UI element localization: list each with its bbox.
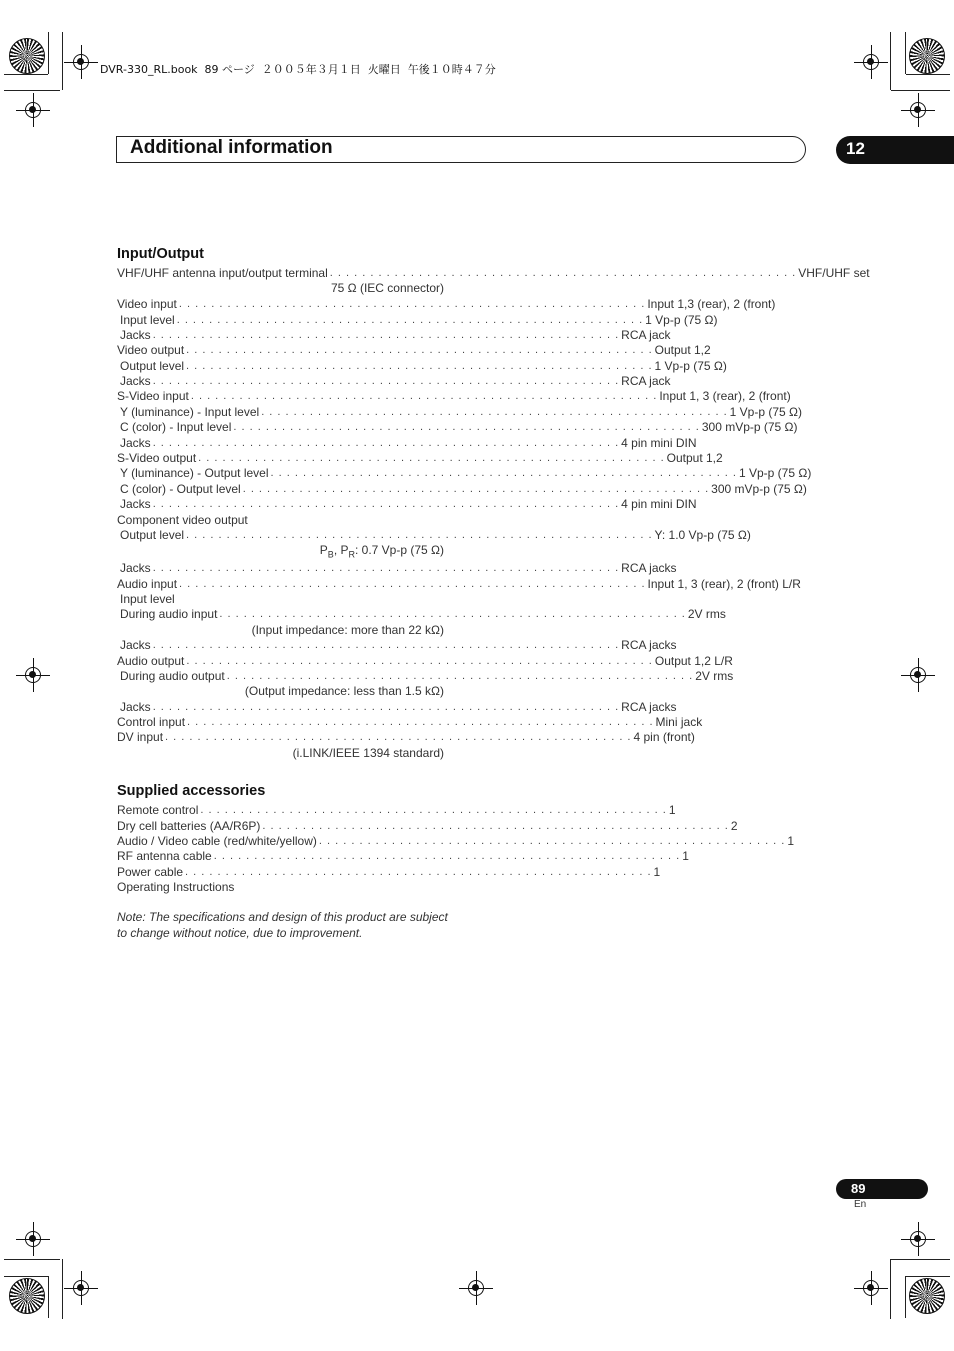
accessory-spec-row <box>117 849 689 864</box>
spec-label: Jacks <box>120 638 151 652</box>
io-spec-continuation: (Output impedance: less than 1.5 kΩ) <box>244 684 444 698</box>
registration-starburst-icon <box>909 1278 945 1314</box>
spec-value: Input 1, 3 (rear), 2 (front) <box>659 389 791 403</box>
crop-mark <box>891 90 950 91</box>
spec-label: C (color) - Output level <box>120 482 241 496</box>
io-spec-row <box>117 359 727 374</box>
spec-label: Control input <box>117 715 186 729</box>
crop-mark <box>4 74 48 75</box>
crop-mark <box>890 1259 891 1319</box>
accessory-spec-row <box>117 865 661 880</box>
crop-mark <box>4 1259 60 1260</box>
dot-leader: . . . . . . . . . . . . . . . . . . . . . . . . . . . . . . . . . . . . . . . . . . . . . . . . . . . . . . . . . . <box>152 498 620 510</box>
registration-crosshair-icon <box>468 1280 484 1296</box>
dot-leader: . . . . . . . . . . . . . . . . . . . . . . . . . . . . . . . . . . . . . . . . . . . . . . . . . . . . . . . . . . <box>200 804 667 816</box>
accessories-heading: Supplied accessories <box>117 783 266 799</box>
registration-crosshair-icon <box>910 667 926 683</box>
specifications-note: Note: The specifications and design of this product are subject to change without notice, due to improvement. <box>117 910 448 940</box>
dot-leader: . . . . . . . . . . . . . . . . . . . . . . . . . . . . . . . . . . . . . . . . . . . . . . . . . . . . . . . . . . <box>213 850 681 862</box>
crop-mark <box>905 32 906 74</box>
io-spec-row <box>117 420 798 435</box>
registration-crosshair-icon <box>73 1280 89 1296</box>
dot-leader: . . . . . . . . . . . . . . . . . . . . . . . . . . . . . . . . . . . . . . . . . . . . . . . . . . . . . . . . . . <box>242 483 710 495</box>
crop-mark <box>906 74 950 75</box>
spec-value: Output 1,2 <box>654 343 711 357</box>
spec-label: DV input <box>117 730 164 744</box>
registration-crosshair-icon <box>863 1280 879 1296</box>
io-spec-row <box>117 669 734 684</box>
dot-leader: . . . . . . . . . . . . . . . . . . . . . . . . . . . . . . . . . . . . . . . . . . . . . . . . . . . . . . . . . . <box>198 452 665 464</box>
io-spec-row <box>117 482 807 497</box>
io-spec-row <box>117 374 671 389</box>
spec-value: Output 1,2 L/R <box>654 654 733 668</box>
spec-value: 1 <box>682 849 689 863</box>
io-spec-row <box>117 638 677 653</box>
io-spec-continuation: $P_B$, $P_R$: 0.7 Vp-p (75 Ω) <box>319 543 444 560</box>
registration-crosshair-icon <box>910 1231 926 1247</box>
dot-leader: . . . . . . . . . . . . . . . . . . . . . . . . . . . . . . . . . . . . . . . . . . . . . . . . . . . . . . . . . . <box>270 467 737 479</box>
spec-label: Audio output <box>117 654 185 668</box>
io-spec-row <box>117 389 791 404</box>
dot-leader: . . . . . . . . . . . . . . . . . . . . . . . . . . . . . . . . . . . . . . . . . . . . . . . . . . . . . . . . . . <box>186 529 653 541</box>
spec-label: Jacks <box>120 561 151 575</box>
spec-value: RCA jacks <box>621 700 677 714</box>
spec-value: 300 mVp-p (75 Ω) <box>701 420 798 434</box>
spec-label: S-Video input <box>117 389 189 403</box>
crop-mark <box>48 1276 49 1318</box>
spec-value: RCA jack <box>621 328 671 342</box>
spec-label: Audio input <box>117 577 178 591</box>
spec-label: Remote control <box>117 803 199 817</box>
io-spec-row <box>117 405 802 420</box>
dot-leader: . . . . . . . . . . . . . . . . . . . . . . . . . . . . . . . . . . . . . . . . . . . . . . . . . . . . . . . . . . <box>187 716 654 728</box>
io-spec-row <box>117 654 733 669</box>
crop-mark <box>62 32 63 90</box>
registration-starburst-icon <box>9 1278 45 1314</box>
io-spec-row <box>117 436 697 451</box>
registration-crosshair-icon <box>25 102 41 118</box>
io-spec-row <box>117 451 723 466</box>
accessory-spec-row <box>117 819 738 834</box>
io-spec-continuation: (i.LINK/IEEE 1394 standard) <box>292 746 444 760</box>
io-spec-row <box>117 715 703 730</box>
dot-leader: . . . . . . . . . . . . . . . . . . . . . . . . . . . . . . . . . . . . . . . . . . . . . . . . . . . . . . . . . . <box>152 437 620 449</box>
dot-leader: . . . . . . . . . . . . . . . . . . . . . . . . . . . . . . . . . . . . . . . . . . . . . . . . . . . . . . . . . . <box>185 866 652 878</box>
crop-mark <box>62 1259 63 1319</box>
page-number: 89 <box>851 1181 866 1196</box>
io-spec-continuation: (Input impedance: more than 22 kΩ) <box>251 623 444 637</box>
spec-value: 4 pin mini DIN <box>621 436 697 450</box>
print-job-info: DVR-330_RL.book 89 ページ ２００５年３月１日 火曜日 午後１０時４７分 <box>100 63 496 76</box>
spec-value: 1 Vp-p (75 Ω) <box>654 359 727 373</box>
spec-label: Output level <box>120 528 185 542</box>
dot-leader: . . . . . . . . . . . . . . . . . . . . . . . . . . . . . . . . . . . . . . . . . . . . . . . . . . . . . . . . . . <box>262 820 729 832</box>
spec-value: 4 pin mini DIN <box>621 497 697 511</box>
dot-leader: . . . . . . . . . . . . . . . . . . . . . . . . . . . . . . . . . . . . . . . . . . . . . . . . . . . . . . . . . . <box>186 655 653 667</box>
io-spec-row <box>117 297 776 312</box>
io-spec-text: Input level <box>120 592 175 606</box>
spec-value: RCA jacks <box>621 561 677 575</box>
crop-mark <box>4 90 60 91</box>
spec-value: 2 <box>730 819 738 833</box>
spec-value: Y: 1.0 Vp-p (75 Ω) <box>654 528 751 542</box>
spec-label: During audio output <box>120 669 225 683</box>
io-spec-text: Component video output <box>117 513 248 527</box>
registration-starburst-icon <box>9 38 45 74</box>
io-spec-row <box>117 266 870 281</box>
accessory-spec-row <box>117 803 676 818</box>
crop-mark <box>48 32 49 74</box>
dot-leader: . . . . . . . . . . . . . . . . . . . . . . . . . . . . . . . . . . . . . . . . . . . . . . . . . . . . . . . . . . <box>152 701 620 713</box>
spec-label: During audio input <box>120 607 218 621</box>
input-output-heading: Input/Output <box>117 246 204 262</box>
crop-mark <box>4 1276 48 1277</box>
dot-leader: . . . . . . . . . . . . . . . . . . . . . . . . . . . . . . . . . . . . . . . . . . . . . . . . . . . . . . . . . . <box>178 298 646 310</box>
language-code: En <box>854 1199 867 1210</box>
dot-leader: . . . . . . . . . . . . . . . . . . . . . . . . . . . . . . . . . . . . . . . . . . . . . . . . . . . . . . . . . . <box>176 314 644 326</box>
crop-mark <box>905 1276 906 1318</box>
io-spec-row <box>117 497 697 512</box>
spec-label: Jacks <box>120 436 151 450</box>
dot-leader: . . . . . . . . . . . . . . . . . . . . . . . . . . . . . . . . . . . . . . . . . . . . . . . . . . . . . . . . . . <box>152 562 620 574</box>
spec-value: Output 1,2 <box>666 451 723 465</box>
spec-value: Input 1,3 (rear), 2 (front) <box>647 297 776 311</box>
spec-label: Dry cell batteries (AA/R6P) <box>117 819 261 833</box>
spec-value: 2V rms <box>687 607 726 621</box>
io-spec-row <box>117 313 718 328</box>
crop-mark <box>906 1276 950 1277</box>
spec-value: 300 mVp-p (75 Ω) <box>711 482 807 496</box>
spec-label: Jacks <box>120 374 151 388</box>
spec-label: Input level <box>120 313 175 327</box>
page-number-tab <box>836 1179 928 1199</box>
dot-leader: . . . . . . . . . . . . . . . . . . . . . . . . . . . . . . . . . . . . . . . . . . . . . . . . . . . . . . . . . . <box>219 608 686 620</box>
chapter-title: Additional information <box>130 137 333 158</box>
dot-leader: . . . . . . . . . . . . . . . . . . . . . . . . . . . . . . . . . . . . . . . . . . . . . . . . . . . . . . . . . . <box>261 406 728 418</box>
io-spec-row <box>117 730 695 745</box>
io-spec-row <box>117 577 801 592</box>
spec-label: Video input <box>117 297 177 311</box>
spec-label: Output level <box>120 359 185 373</box>
spec-value: 1 Vp-p (75 Ω) <box>729 405 802 419</box>
dot-leader: . . . . . . . . . . . . . . . . . . . . . . . . . . . . . . . . . . . . . . . . . . . . . . . . . . . . . . . . . . <box>152 639 620 651</box>
registration-crosshair-icon <box>25 667 41 683</box>
spec-label: Audio / Video cable (red/white/yellow) <box>117 834 317 848</box>
io-spec-row <box>117 328 671 343</box>
crop-mark <box>890 32 891 90</box>
io-spec-row <box>117 700 677 715</box>
spec-value: RCA jacks <box>621 638 677 652</box>
spec-value: RCA jack <box>621 374 671 388</box>
dot-leader: . . . . . . . . . . . . . . . . . . . . . . . . . . . . . . . . . . . . . . . . . . . . . . . . . . . . . . . . . . <box>179 578 646 590</box>
accessory-spec-text: Operating Instructions <box>117 880 235 894</box>
spec-label: Jacks <box>120 700 151 714</box>
spec-label: S-Video output <box>117 451 197 465</box>
spec-value: Mini jack <box>655 715 703 729</box>
dot-leader: . . . . . . . . . . . . . . . . . . . . . . . . . . . . . . . . . . . . . . . . . . . . . . . . . . . . . . . . . . <box>165 731 632 743</box>
dot-leader: . . . . . . . . . . . . . . . . . . . . . . . . . . . . . . . . . . . . . . . . . . . . . . . . . . . . . . . . . . <box>186 360 653 372</box>
dot-leader: . . . . . . . . . . . . . . . . . . . . . . . . . . . . . . . . . . . . . . . . . . . . . . . . . . . . . . . . . . <box>329 267 797 279</box>
registration-crosshair-icon <box>73 54 89 70</box>
spec-value: Input 1, 3 (rear), 2 (front) L/R <box>647 577 801 591</box>
spec-label: Jacks <box>120 497 151 511</box>
spec-value: 1 <box>653 865 661 879</box>
io-spec-row <box>117 343 711 358</box>
dot-leader: . . . . . . . . . . . . . . . . . . . . . . . . . . . . . . . . . . . . . . . . . . . . . . . . . . . . . . . . . . <box>186 344 653 356</box>
dot-leader: . . . . . . . . . . . . . . . . . . . . . . . . . . . . . . . . . . . . . . . . . . . . . . . . . . . . . . . . . . <box>190 390 658 402</box>
io-spec-row <box>117 466 812 481</box>
dot-leader: . . . . . . . . . . . . . . . . . . . . . . . . . . . . . . . . . . . . . . . . . . . . . . . . . . . . . . . . . . <box>226 670 694 682</box>
dot-leader: . . . . . . . . . . . . . . . . . . . . . . . . . . . . . . . . . . . . . . . . . . . . . . . . . . . . . . . . . . <box>233 421 700 433</box>
spec-label: Y (luminance) - Input level <box>120 405 260 419</box>
spec-label: Power cable <box>117 865 184 879</box>
dot-leader: . . . . . . . . . . . . . . . . . . . . . . . . . . . . . . . . . . . . . . . . . . . . . . . . . . . . . . . . . . <box>152 329 620 341</box>
registration-starburst-icon <box>909 38 945 74</box>
spec-label: Y (luminance) - Output level <box>120 466 269 480</box>
io-spec-row <box>117 607 726 622</box>
spec-label: RF antenna cable <box>117 849 212 863</box>
registration-crosshair-icon <box>910 102 926 118</box>
spec-label: Video output <box>117 343 185 357</box>
spec-value: 1 <box>668 803 676 817</box>
io-spec-row <box>117 528 751 543</box>
chapter-number: 12 <box>846 139 865 158</box>
spec-value: 1 <box>787 834 795 848</box>
spec-value: 1 Vp-p (75 Ω) <box>738 466 812 480</box>
registration-crosshair-icon <box>25 1231 41 1247</box>
spec-label: C (color) - Input level <box>120 420 232 434</box>
dot-leader: . . . . . . . . . . . . . . . . . . . . . . . . . . . . . . . . . . . . . . . . . . . . . . . . . . . . . . . . . . <box>152 375 620 387</box>
registration-crosshair-icon <box>863 54 879 70</box>
accessory-spec-row <box>117 834 795 849</box>
spec-label: VHF/UHF antenna input/output terminal <box>117 266 328 280</box>
spec-value: 2V rms <box>695 669 734 683</box>
spec-value: 1 Vp-p (75 Ω) <box>645 313 718 327</box>
spec-label: Jacks <box>120 328 151 342</box>
spec-value: VHF/UHF set <box>798 266 870 280</box>
dot-leader: . . . . . . . . . . . . . . . . . . . . . . . . . . . . . . . . . . . . . . . . . . . . . . . . . . . . . . . . . . <box>318 835 786 847</box>
io-spec-continuation: 75 Ω (IEC connector) <box>330 281 444 295</box>
io-spec-row <box>117 561 677 576</box>
crop-mark <box>891 1259 950 1260</box>
spec-value: 4 pin (front) <box>633 730 695 744</box>
